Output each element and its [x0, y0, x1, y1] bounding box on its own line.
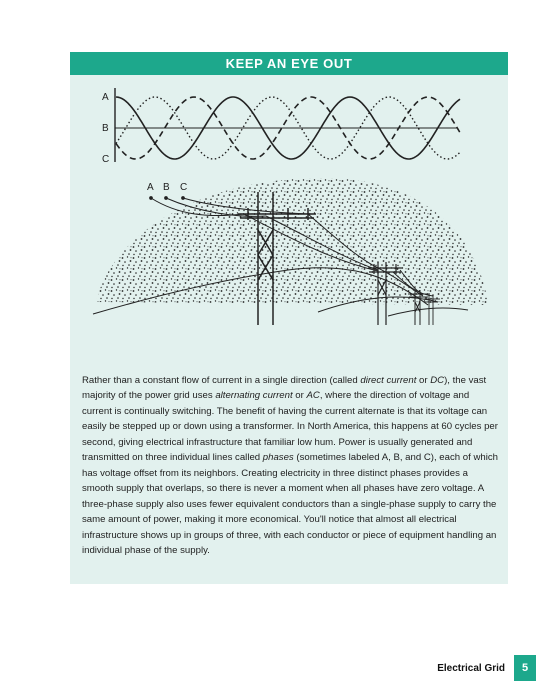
sidebar-title: KEEP AN EYE OUT [70, 52, 508, 75]
page-number: 5 [514, 655, 536, 681]
tower-label-b: B [163, 182, 170, 193]
tower-phase-labels [147, 182, 187, 193]
stippled-hill [96, 178, 488, 305]
sidebar-body-text: Rather than a constant flow of current in a single direction (called direct current or DC), the vast majority of the power grid uses alternating current or AC, where the direction of voltage and current is continually switching. The benefit of having the current alternate is that its voltage can easily be stepped up or down using a transformer. In North America, this happens at 60 cycles per second, giving electrical infrastructure that familiar low hum. Power is usually generated and transmitted on three individual lines called phases (sometimes labeled A, B, and C), each of which has voltage offset from its neighbors. Creating electricity in three distinct phases provides a smooth supply that overlaps, so there is never a moment when all phases have zero voltage. A three-phase supply also uses fewer equivalent conductors than a single-phase supply to carry the same amount of power, making it more economical. You'll notice that almost all electrical infrastructure shows up in groups of three, with each conductor or piece of equipment handling an individual phase of the supply. [82, 375, 498, 556]
phase-label-a: A [102, 92, 109, 103]
phase-label-b: B [102, 123, 109, 134]
phase-label-c: C [102, 154, 110, 165]
footer-section-title: Electrical Grid [437, 663, 505, 674]
tower-label-c: C [180, 182, 188, 193]
tower-label-a: A [147, 182, 154, 193]
waveform-diagram [102, 88, 460, 165]
three-phase-illustration [88, 80, 493, 335]
